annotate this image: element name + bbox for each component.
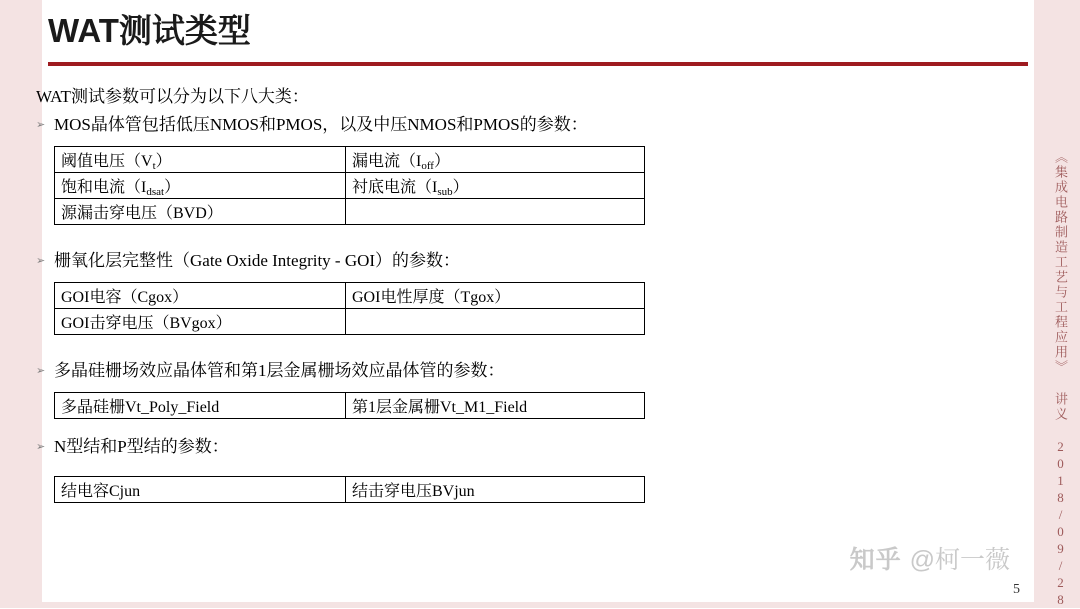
title-underline-rule xyxy=(48,62,1028,66)
cell-bvd: 源漏击穿电压（BVD） xyxy=(55,199,346,225)
bullet-label: 栅氧化层完整性（Gate Oxide Integrity - GOI）的参数： xyxy=(54,251,461,270)
cell-isub: 衬底电流$(I_{sub})$ xyxy=(346,173,645,199)
bottom-edge-band xyxy=(0,602,1080,608)
table-goi-parameters xyxy=(54,282,645,335)
cell-vt-m1-field: 第1层金属栅Vt_M1_Field xyxy=(346,393,645,419)
cell-idsat: 饱和电流$(I_{dsat})$ xyxy=(55,173,346,199)
bullet-label: 多晶硅栅场效应晶体管和第1层金属栅场效应晶体管的参数： xyxy=(54,361,505,380)
bullet-field-transistor xyxy=(36,360,505,382)
bullet-goi xyxy=(36,250,460,272)
bullet-mos-transistor xyxy=(36,114,588,136)
cell-ioff: 漏电流$(I_{off})$ xyxy=(346,147,645,173)
table-row xyxy=(55,309,645,335)
intro-text: WAT测试参数可以分为以下八大类： xyxy=(36,87,309,106)
bullet-arrow-icon: ➢ xyxy=(36,118,46,131)
title-area xyxy=(48,8,1028,54)
watermark xyxy=(850,540,1010,576)
table-row xyxy=(55,283,645,309)
cell-bvjun: 结击穿电压BVjun xyxy=(346,477,645,503)
cell-empty xyxy=(346,309,645,335)
bullet-arrow-icon: ➢ xyxy=(36,364,46,377)
table-row xyxy=(55,477,645,503)
bullet-arrow-icon: ➢ xyxy=(36,254,46,267)
cell-cgox: GOI电容（Cgox） xyxy=(55,283,346,309)
table-mos-parameters xyxy=(54,146,645,225)
bullet-label: N型结和P型结的参数： xyxy=(54,437,229,456)
bullet-arrow-icon: ➢ xyxy=(36,440,46,453)
table-junction-parameters xyxy=(54,476,645,503)
cell-vt: 阈值电压$(V_t)$ xyxy=(55,147,346,173)
bullet-junction xyxy=(36,436,229,458)
side-course-note: 《集成电路制造工艺与工程应用》 讲义 2018/09/28 xyxy=(1053,150,1068,609)
cell-tgox: GOI电性厚度（Tgox） xyxy=(346,283,645,309)
bullet-label: MOS晶体管包括低压NMOS和PMOS，以及中压NMOS和PMOS的参数： xyxy=(54,115,588,134)
page-title: WAT测试类型 xyxy=(48,12,251,49)
cell-cjun: 结电容Cjun xyxy=(55,477,346,503)
cell-vt-poly-field: 多晶硅栅Vt_Poly_Field xyxy=(55,393,346,419)
cell-empty xyxy=(346,199,645,225)
table-field-transistor-parameters xyxy=(54,392,645,419)
table-row xyxy=(55,199,645,225)
cell-bvgox: GOI击穿电压（BVgox） xyxy=(55,309,346,335)
page-number: 5 xyxy=(1013,582,1020,597)
zhihu-handle: @柯一薇 xyxy=(909,546,1010,574)
table-row xyxy=(55,393,645,419)
table-row xyxy=(55,173,645,199)
zhihu-logo: 知乎 xyxy=(849,546,902,574)
table-row xyxy=(55,147,645,173)
